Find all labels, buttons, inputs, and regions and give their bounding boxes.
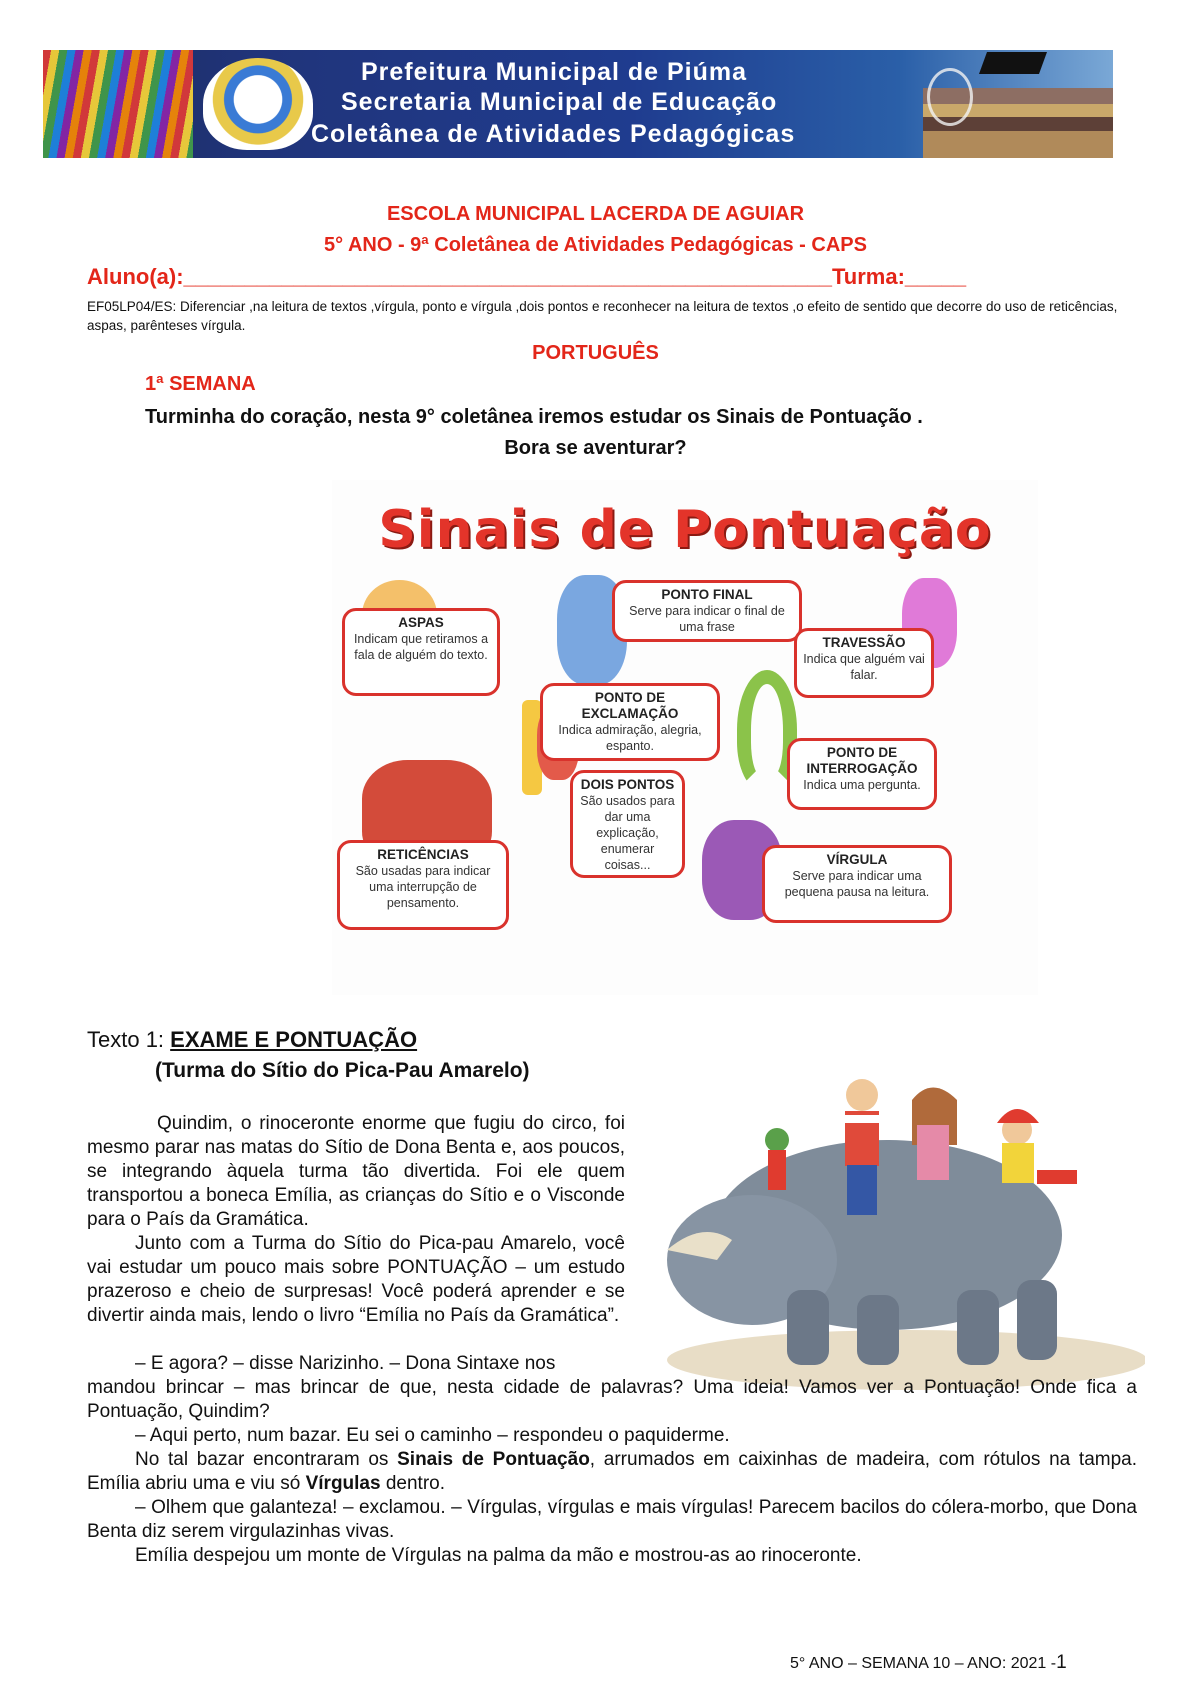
box-travessao	[794, 628, 934, 698]
graduation-cap-icon	[979, 52, 1047, 74]
poster-title: Sinais de Pontuação	[378, 500, 992, 560]
student-name-line: Aluno(a):_____________________________________________________Turma:_____	[87, 264, 967, 289]
box-ponto-interrogacao-text: Indica uma pergunta.	[803, 778, 921, 792]
box-dois-pontos-title: DOIS PONTOS	[580, 777, 675, 792]
box-travessao-title: TRAVESSÃO	[822, 635, 906, 650]
box-ponto-interrogacao-title: PONTO DE INTERROGAÇÃO	[806, 745, 918, 776]
text1-label: Texto 1:	[87, 1027, 171, 1052]
box-aspas-text: Indicam que retiramos a fala de alguém do texto.	[353, 632, 489, 662]
text1-paragraph-4: – Aqui perto, num bazar. Eu sei o caminho – respondeu o paquiderme.	[135, 1425, 730, 1446]
text1-paragraph-1: Quindim, o rinoceronte enorme que fugiu do circo, foi mesmo parar nas matas do Sítio de Dona Benta e, aos poucos, se integrando àquela turma tão divertida. Foi ele quem transportou a boneca Emília, as crianças do Sítio e o Visconde para o País da Gramática.	[87, 1113, 625, 1230]
punctuation-poster	[332, 480, 1038, 995]
box-reticencias-title: RETICÊNCIAS	[377, 847, 469, 862]
box-dois-pontos-text: São usados para dar uma explicação, enumerar coisas...	[580, 794, 675, 872]
header-line-1: Prefeitura Municipal de Piúma	[361, 58, 748, 86]
colored-pencils-illustration	[43, 50, 193, 158]
box-ponto-interrogacao	[787, 738, 937, 810]
municipal-crest-icon	[203, 58, 313, 150]
p5-bold-sinais: Sinais de Pontuação	[397, 1449, 590, 1470]
text1-heading	[87, 1027, 417, 1053]
box-ponto-exclamacao-title: PONTO DE EXCLAMAÇÃO	[581, 690, 679, 721]
intro-line-1: Turminha do coração, nesta 9° coletânea iremos estudar os Sinais de Pontuação .	[145, 406, 923, 428]
box-ponto-exclamacao-text: Indica admiração, alegria, espanto.	[558, 723, 702, 753]
box-ponto-final-title: PONTO FINAL	[661, 587, 753, 602]
text1-paragraph-3a: – E agora? – disse Narizinho. – Dona Sintaxe nos	[135, 1353, 556, 1374]
page-number: 1	[1056, 1652, 1067, 1673]
text1-paragraph-5	[87, 1448, 1137, 1496]
school-name: ESCOLA MUNICIPAL LACERDA DE AGUIAR	[386, 203, 805, 225]
p5-bold-virgulas: Vírgulas	[305, 1473, 381, 1494]
text1-paragraph-6: – Olhem que galanteza! – exclamou. – Vírgulas, vírgulas e mais vírgulas! Parecem bacilos do cólera-morbo, que Dona Benta diz serem virgulazinhas vivas.	[87, 1497, 1137, 1542]
p5-part-c: , arrumados em caixinhas de madeira, com rótulos na tampa. Emília abriu uma e viu só	[87, 1449, 1137, 1494]
footer-text: 5° ANO – SEMANA 10 – ANO: 2021 -	[790, 1655, 1057, 1672]
header-line-2: Secretaria Municipal de Educação	[341, 88, 778, 116]
box-virgula-title: VÍRGULA	[826, 852, 888, 867]
box-travessao-text: Indica que alguém vai falar.	[803, 652, 925, 682]
text1-paragraph-2: Junto com a Turma do Sítio do Pica-pau Amarelo, você vai estudar um pouco mais sobre PONTUAÇÃO – um estudo prazeroso e cheio de surpresas! Você poderá aprender e se divertir ainda mais, lendo o livro “Emília no País da Gramática”.	[87, 1233, 625, 1326]
header-line-3: Coletânea de Atividades Pedagógicas	[311, 120, 796, 148]
box-ponto-exclamacao	[540, 683, 720, 761]
p5-part-a: No tal bazar encontraram os	[135, 1449, 398, 1470]
intro-line-2: Bora se aventurar?	[504, 437, 687, 459]
week-label: 1ª SEMANA	[145, 373, 256, 395]
box-ponto-final-text: Serve para indicar o final de uma frase	[629, 604, 785, 634]
text1-subtitle: (Turma do Sítio do Pica-Pau Amarelo)	[155, 1059, 530, 1082]
page-footer	[790, 1652, 1067, 1674]
text1-paragraph-7: Emília despejou um monte de Vírgulas na palma da mão e mostrou-as ao rinoceronte.	[135, 1545, 862, 1566]
rhino-with-children-illustration	[657, 1055, 1145, 1400]
caps-subtitle: 5° ANO - 9ª Coletânea de Atividades Pedagógicas - CAPS	[324, 234, 867, 256]
box-ponto-final	[612, 580, 802, 642]
text1-title: EXAME E PONTUAÇÃO	[170, 1027, 418, 1052]
box-aspas	[342, 608, 500, 696]
header-banner	[43, 50, 1113, 158]
box-virgula	[762, 845, 952, 923]
text1-paragraph-3b: mandou brincar – mas brincar de que, nesta cidade de palavras? Uma ideia! Vamos ver a Pontuação! Onde fica a Pontuação, Quindim?	[87, 1377, 1137, 1422]
lightbulb-icon	[927, 68, 973, 126]
box-reticencias	[337, 840, 509, 930]
skill-code: EF05LP04/ES: Diferenciar ,na leitura de textos ,vírgula, ponto e vírgula ,dois pontos e reconhecer na leitura de textos ,o efeito de sentido que decorre do uso de reticências, aspas, parênteses vírgula.	[87, 299, 1118, 333]
subject-title: PORTUGUÊS	[532, 342, 659, 364]
box-virgula-text: Serve para indicar uma pequena pausa na leitura.	[784, 869, 930, 899]
p5-part-e: dentro.	[380, 1473, 446, 1494]
box-aspas-title: ASPAS	[398, 615, 444, 630]
box-dois-pontos	[570, 770, 685, 878]
box-reticencias-text: São usadas para indicar uma interrupção de pensamento.	[355, 864, 491, 910]
